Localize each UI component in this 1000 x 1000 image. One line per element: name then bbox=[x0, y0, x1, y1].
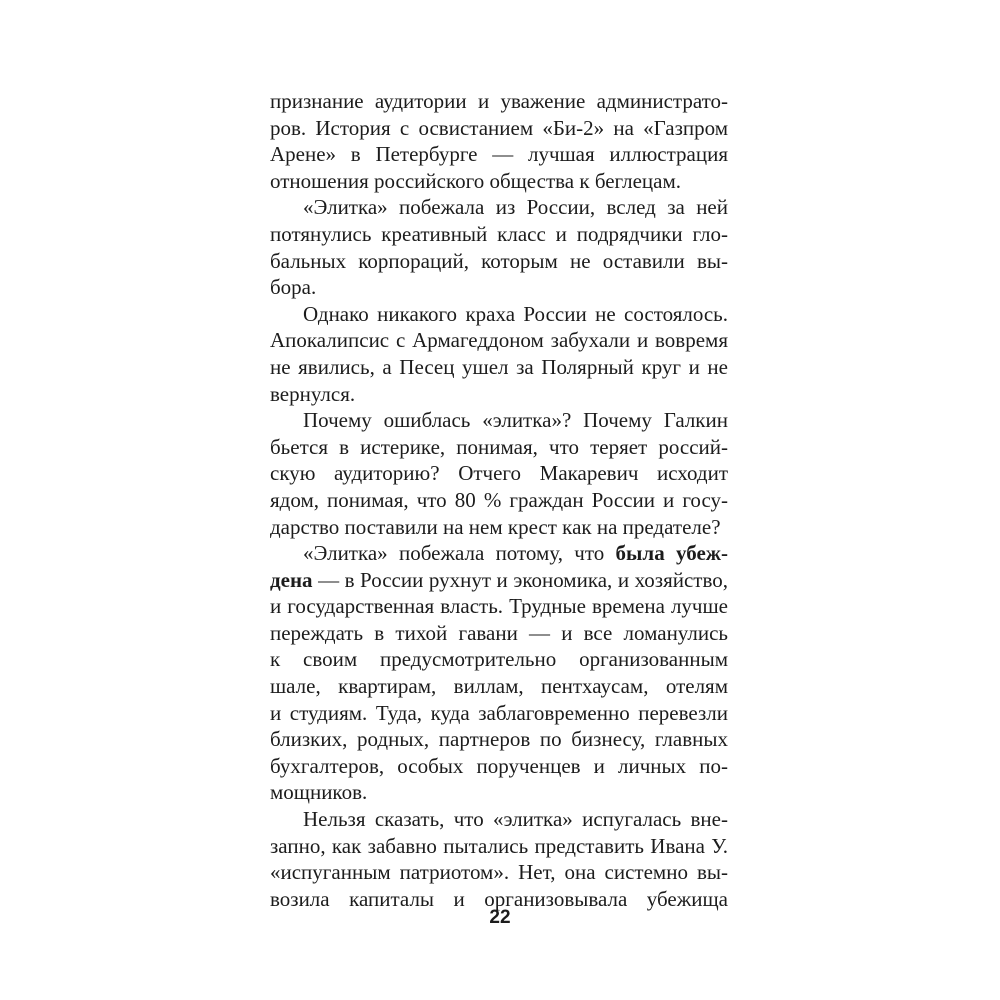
paragraph-start-line: «Элитка» побежала из России, вслед за ней bbox=[303, 195, 728, 220]
text-line: вернулся. bbox=[270, 381, 356, 406]
text-line: бухгалтеров, особых порученцев и личных по- bbox=[270, 753, 728, 778]
text-line: мощников. bbox=[270, 780, 368, 805]
text-line: бальных корпораций, которым не оставили вы- bbox=[270, 248, 728, 273]
paragraph-start-line: Нельзя сказать, что «элитка» испугалась вне- bbox=[303, 807, 728, 832]
text-line: не явились, а Песец ушел за Полярный круг и не bbox=[270, 354, 728, 379]
text-line: ядом, понимая, что 80 % граждан России и госу- bbox=[270, 487, 728, 512]
bold-emphasis: дена bbox=[270, 567, 313, 592]
text-run: «Элитка» побежала потому, что bbox=[303, 541, 616, 566]
paragraph-start-line: Почему ошиблась «элитка»? Почему Галкин bbox=[303, 408, 728, 433]
text-line: ров. История с освистанием «Би-2» на «Газпром bbox=[270, 115, 728, 140]
text-line: и студиям. Туда, куда заблаговременно перевезли bbox=[270, 700, 728, 725]
text-line: бора. bbox=[270, 275, 317, 300]
text-line: к своим предусмотрительно организованным bbox=[270, 647, 728, 672]
text-line: Арене» в Петербурге — лучшая иллюстрация bbox=[270, 142, 728, 167]
text-line: переждать в тихой гавани — и все ломанулись bbox=[270, 620, 728, 645]
page-number: 22 bbox=[489, 907, 511, 928]
bold-emphasis: была убеж- bbox=[615, 541, 728, 566]
text-line: отношения российского общества к беглецам. bbox=[270, 168, 681, 193]
text-line: потянулись креативный класс и подрядчики гло- bbox=[270, 221, 728, 246]
text-line: и государственная власть. Трудные времена лучше bbox=[270, 594, 728, 619]
text-line bbox=[270, 567, 728, 594]
text-line: возила капиталы и организовывала убежища bbox=[270, 886, 728, 911]
body-text bbox=[270, 88, 728, 912]
text-line: «испуганным патриотом». Нет, она системно вы- bbox=[270, 860, 728, 885]
text-line: дарство поставили на нем крест как на предателе? bbox=[270, 514, 721, 539]
text-line: бьется в истерике, понимая, что теряет россий- bbox=[270, 434, 728, 459]
paragraph-start-line bbox=[270, 540, 728, 567]
paragraph-start-line: Однако никакого краха России не состоялось. bbox=[303, 301, 728, 326]
text-line: запно, как забавно пытались представить Ивана У. bbox=[270, 833, 728, 858]
text-run: — в России рухнут и экономика, и хозяйство, bbox=[312, 567, 728, 592]
text-line: скую аудиторию? Отчего Макаревич исходит bbox=[270, 461, 728, 486]
text-line: шале, квартирам, виллам, пентхаусам, отелям bbox=[270, 674, 728, 699]
text-line: Апокалипсис с Армагеддоном забухали и вовремя bbox=[270, 328, 728, 353]
text-line: близких, родных, партнеров по бизнесу, главных bbox=[270, 727, 728, 752]
text-line: признание аудитории и уважение администрато- bbox=[270, 89, 728, 113]
